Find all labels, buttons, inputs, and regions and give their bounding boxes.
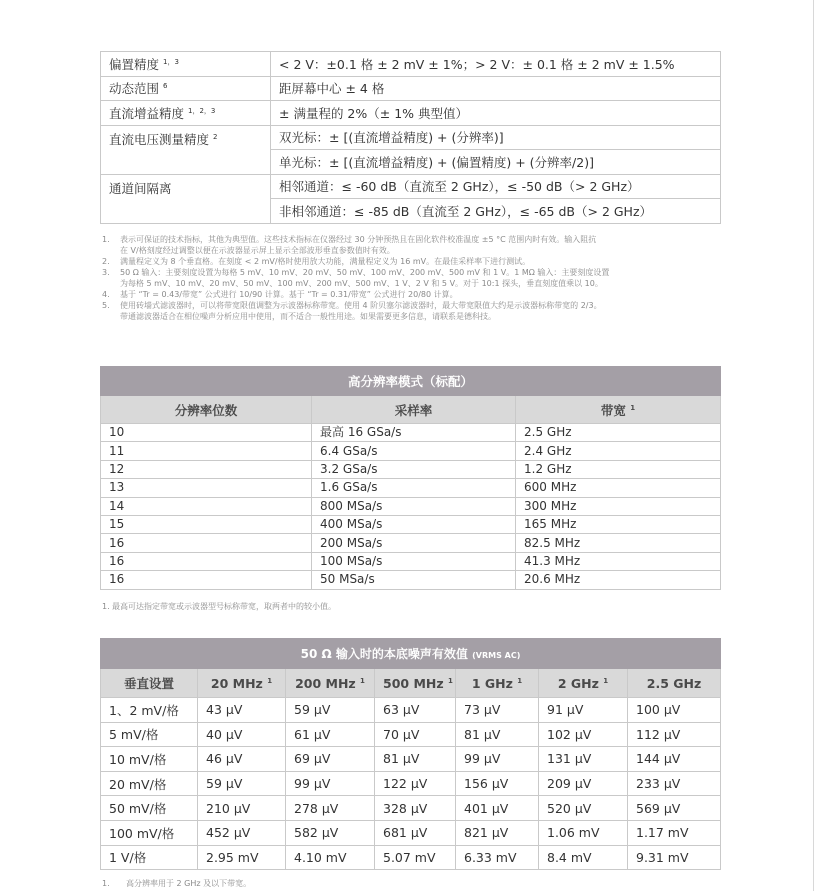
table-cell: 112 µV: [628, 722, 721, 747]
table-cell: 63 µV: [375, 698, 456, 723]
table-cell: 41.3 MHz: [516, 552, 721, 570]
table-cell: 4.10 mV: [286, 845, 375, 870]
table-cell: 5.07 mV: [375, 845, 456, 870]
table-cell: 400 MSa/s: [312, 515, 516, 533]
table-row: [101, 722, 721, 747]
table-cell: 210 µV: [198, 796, 286, 821]
table-cell: 165 MHz: [516, 515, 721, 533]
table-cell: 14: [101, 497, 312, 515]
spec-label: 动态范围 $^6$: [101, 76, 271, 101]
table-cell: 99 µV: [456, 747, 539, 772]
table-cell: 1.17 mV: [628, 820, 721, 845]
table-row: [101, 52, 721, 77]
table-row: [101, 534, 721, 552]
table-cell: 401 µV: [456, 796, 539, 821]
table-row: [101, 460, 721, 478]
table-row: [101, 515, 721, 533]
table-cell: 20 mV/格: [101, 771, 198, 796]
table-cell: 81 µV: [456, 722, 539, 747]
column-header: 20 MHz $^1$: [198, 669, 286, 698]
high-resolution-table: [100, 366, 721, 590]
table-cell: 99 µV: [286, 771, 375, 796]
table-cell: 6.4 GSa/s: [312, 442, 516, 460]
table-cell: 2.5 GHz: [516, 424, 721, 442]
table-cell: 100 mV/格: [101, 820, 198, 845]
table-cell: 582 µV: [286, 820, 375, 845]
table-title: 高分辨率模式（标配）: [101, 367, 721, 396]
column-header: 2.5 GHz: [628, 669, 721, 698]
table-cell: 40 µV: [198, 722, 286, 747]
table-cell: 12: [101, 460, 312, 478]
table-cell: 69 µV: [286, 747, 375, 772]
table-row: [101, 479, 721, 497]
table-cell: 144 µV: [628, 747, 721, 772]
table-cell: 200 MSa/s: [312, 534, 516, 552]
spec-value: 相邻通道：≤ -60 dB（直流至 2 GHz），≤ -50 dB（> 2 GHz）: [271, 174, 721, 199]
table-cell: 600 MHz: [516, 479, 721, 497]
spec-label: 偏置精度 $^{1,3}$: [101, 52, 271, 77]
table-cell: 156 µV: [456, 771, 539, 796]
table-cell: 59 µV: [198, 771, 286, 796]
table-cell: 520 µV: [539, 796, 628, 821]
table-cell: 10: [101, 424, 312, 442]
table-cell: 1.6 GSa/s: [312, 479, 516, 497]
table-cell: 81 µV: [375, 747, 456, 772]
footnotes: [102, 601, 722, 612]
spec-label: 通道间隔离: [101, 174, 271, 223]
table-cell: 61 µV: [286, 722, 375, 747]
table-cell: 800 MSa/s: [312, 497, 516, 515]
table-cell: 11: [101, 442, 312, 460]
table-row: [101, 571, 721, 589]
table-cell: 233 µV: [628, 771, 721, 796]
table-cell: 16: [101, 534, 312, 552]
vertical-spec-table: [100, 51, 721, 224]
footnote: 5. 使用砖墙式滤波器时，可以将带宽限值调整为示波器标称带宽。使用 4 阶贝塞尔滤波器时，最大带宽限值大约是示波器标称带宽的 2/3。 带通滤波器适合在相位噪声分析应用中使用，而不适合一般性用途。如果需要更多信息，请联系是德科技。: [102, 301, 602, 321]
spec-value: 非相邻通道：≤ -85 dB（直流至 2 GHz），≤ -65 dB（> 2 GHz）: [271, 199, 721, 224]
table-row: [101, 820, 721, 845]
column-header: 500 MHz $^1$: [375, 669, 456, 698]
table-cell: 1 V/格: [101, 845, 198, 870]
table-cell: 131 µV: [539, 747, 628, 772]
table-cell: 6.33 mV: [456, 845, 539, 870]
table-cell: 3.2 GSa/s: [312, 460, 516, 478]
table-row: [101, 76, 721, 101]
table-row: [101, 552, 721, 570]
table-row: [101, 497, 721, 515]
table-cell: 100 µV: [628, 698, 721, 723]
table-row: [101, 101, 721, 126]
table-cell: 2.95 mV: [198, 845, 286, 870]
table-cell: 16: [101, 571, 312, 589]
spec-value: ± 满量程的 2%（± 1% 典型值）: [271, 101, 721, 126]
table-row: [101, 174, 721, 199]
table-cell: 20.6 MHz: [516, 571, 721, 589]
table-row: [101, 698, 721, 723]
table-row: [101, 747, 721, 772]
table-cell: 43 µV: [198, 698, 286, 723]
spec-label: 直流增益精度 $^{1,2,3}$: [101, 101, 271, 126]
table-cell: 8.4 mV: [539, 845, 628, 870]
table-cell: 452 µV: [198, 820, 286, 845]
table-cell: 100 MSa/s: [312, 552, 516, 570]
spec-value: < 2 V：±0.1 格 ± 2 mV ± 1%；> 2 V：± 0.1 格 ± 2 mV ± 1.5%: [271, 52, 721, 77]
table-cell: 5 mV/格: [101, 722, 198, 747]
table-cell: 2.4 GHz: [516, 442, 721, 460]
column-header: 1 GHz $^1$: [456, 669, 539, 698]
spec-value: 单光标：± [(直流增益精度) + (偏置精度) + (分辨率/2)]: [271, 150, 721, 175]
table-cell: 50 MSa/s: [312, 571, 516, 589]
table-cell: 73 µV: [456, 698, 539, 723]
footnote: 1. 高分辨率用于 2 GHz 及以下带宽。: [102, 879, 252, 888]
table-cell: 209 µV: [539, 771, 628, 796]
table-title: 50 Ω 输入时的本底噪声有效值 (VRMS AC): [101, 639, 721, 669]
table-cell: 91 µV: [539, 698, 628, 723]
footnote: 3. 50 Ω 输入：主要刻度设置为每格 5 mV、10 mV、20 mV、50 mV、100 mV、200 mV、500 mV 和 1 V。1 MΩ 输入：主要刻度设置 为每格 5 mV、10 mV、20 mV、50 mV、100 mV、200 mV、500 mV、1 V、2 V 和 5 V。对于 10:1 探头，垂直刻度值乘以 10。: [102, 268, 610, 288]
table-cell: 15: [101, 515, 312, 533]
table-cell: 70 µV: [375, 722, 456, 747]
table-cell: 最高 16 GSa/s: [312, 424, 516, 442]
table-cell: 1.06 mV: [539, 820, 628, 845]
spec-value: 双光标：± [(直流增益精度) + (分辨率)]: [271, 125, 721, 150]
table-cell: 1、2 mV/格: [101, 698, 198, 723]
page-edge-rule: [813, 0, 814, 891]
table-cell: 9.31 mV: [628, 845, 721, 870]
table-row: [101, 442, 721, 460]
table-cell: 59 µV: [286, 698, 375, 723]
column-header: 采样率: [312, 396, 516, 424]
table-cell: 10 mV/格: [101, 747, 198, 772]
spec-label: 直流电压测量精度 $^2$: [101, 125, 271, 174]
table-cell: 102 µV: [539, 722, 628, 747]
footnote: 4. 基于 “Tr = 0.43/带宽” 公式进行 10/90 计算。基于 “Tr = 0.31/带宽” 公式进行 20/80 计算。: [102, 290, 458, 299]
table-cell: 1.2 GHz: [516, 460, 721, 478]
table-cell: 13: [101, 479, 312, 497]
column-header: 带宽 $^1$: [516, 396, 721, 424]
table-cell: 46 µV: [198, 747, 286, 772]
table-cell: 82.5 MHz: [516, 534, 721, 552]
table-row: [101, 771, 721, 796]
table-cell: 50 mV/格: [101, 796, 198, 821]
table-cell: 569 µV: [628, 796, 721, 821]
footnote: 1. 最高可达指定带宽或示波器型号标称带宽，取两者中的较小值。: [102, 602, 336, 611]
footnotes: [102, 878, 722, 889]
column-header: 200 MHz $^1$: [286, 669, 375, 698]
table-cell: 300 MHz: [516, 497, 721, 515]
table-cell: 16: [101, 552, 312, 570]
spec-value: 距屏幕中心 ± 4 格: [271, 76, 721, 101]
table-cell: 122 µV: [375, 771, 456, 796]
column-header: 2 GHz $^1$: [539, 669, 628, 698]
table-row: [101, 796, 721, 821]
column-header: 分辨率位数: [101, 396, 312, 424]
table-row: [101, 125, 721, 150]
table-row: [101, 424, 721, 442]
column-header: 垂直设置: [101, 669, 198, 698]
table-cell: 681 µV: [375, 820, 456, 845]
footnotes: [102, 234, 722, 322]
table-cell: 278 µV: [286, 796, 375, 821]
table-cell: 821 µV: [456, 820, 539, 845]
footnote: 1. 表示可保证的技术指标，其他为典型值。这些技术指标在仪器经过 30 分钟预热且在固化软件校准温度 ±5 °C 范围内时有效。输入阻抗 在 V/格刻度经过调整以便在示波器显示屏上显示全部波形垂直参数值时有效。: [102, 235, 597, 255]
table-row: [101, 845, 721, 870]
noise-floor-table: [100, 638, 721, 870]
table-cell: 328 µV: [375, 796, 456, 821]
footnote: 2. 满量程定义为 8 个垂直格。在刻度 < 2 mV/格时使用放大功能，满量程定义为 16 mV。在最佳采样率下进行测试。: [102, 257, 531, 266]
